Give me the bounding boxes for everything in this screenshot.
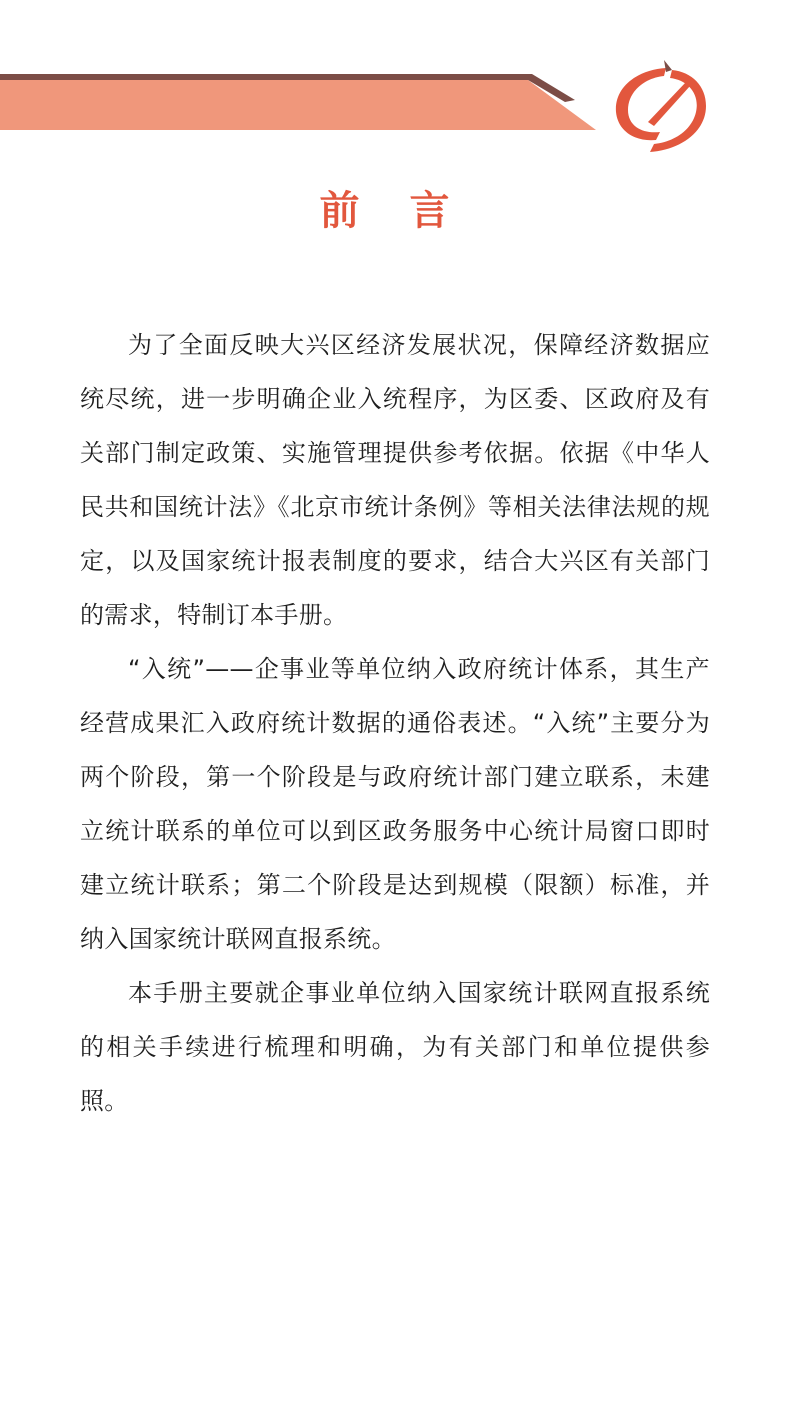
header-banner bbox=[0, 60, 787, 170]
page-title: 前 言 bbox=[319, 188, 468, 234]
preface-body bbox=[80, 318, 710, 1128]
preface-paragraph-1: 为了全面反映大兴区经济发展状况，保障经济数据应统尽统，进一步明确企业入统程序，为区委、区政府及有关部门制定政策、实施管理提供参考依据。依据《中华人民共和国统计法》《北京市统计条例》等相关法律法规的规定，以及国家统计报表制度的要求，结合大兴区有关部门的需求，特制订本手册。 bbox=[80, 331, 710, 629]
preface-paragraph-2: “入统”——企事业等单位纳入政府统计体系，其生产经营成果汇入政府统计数据的通俗表述。“入统”主要分为两个阶段，第一个阶段是与政府统计部门建立联系，未建立统计联系的单位可以到区政务服务中心统计局窗口即时建立统计联系；第二个阶段是达到规模（限额）标准，并纳入国家统计联网直报系统。 bbox=[80, 655, 710, 953]
preface-paragraph-3: 本手册主要就企事业单位纳入国家统计联网直报系统的相关手续进行梳理和明确，为有关部门和单位提供参照。 bbox=[80, 979, 710, 1115]
statistics-bureau-logo-icon bbox=[608, 60, 708, 152]
